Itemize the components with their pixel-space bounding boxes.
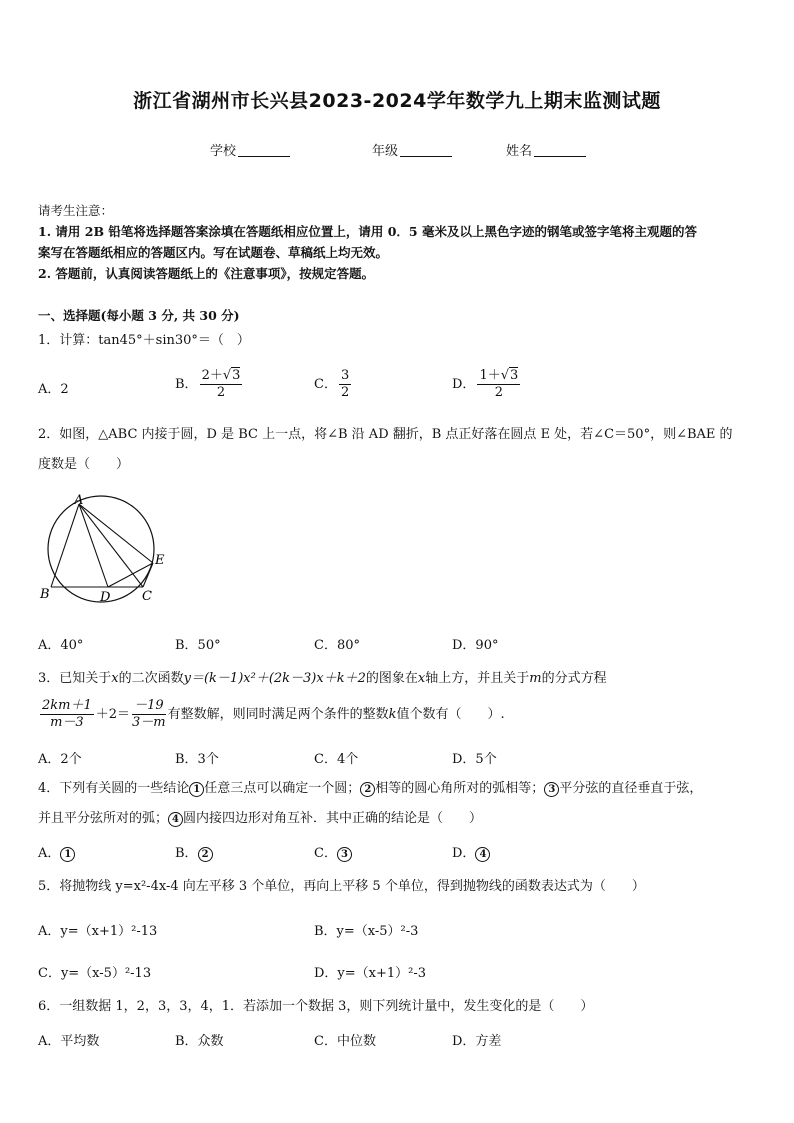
- q6-option-c: C．中位数: [314, 1034, 376, 1049]
- page-title: 浙江省湖州市长兴县2023-2024学年数学九上期末监测试题: [133, 90, 661, 112]
- grade-label: 年级: [372, 144, 399, 159]
- q5-option-d: D．y=（x+1）²-3: [314, 966, 427, 981]
- q3-option-b: B．3个: [175, 752, 219, 767]
- q4-option-b: B． 2: [175, 842, 213, 862]
- school-field: [210, 140, 290, 159]
- segment-de: [108, 563, 153, 587]
- section-heading: 一、选择题(每小题 3 分, 共 30 分): [38, 308, 240, 323]
- segment-ad: [79, 504, 108, 587]
- question-1-stem: 1．计算：tan45°＋sin30°＝（ ）: [38, 333, 250, 348]
- notice-line-2: 2. 答题前，认真阅读答题纸上的《注意事项》，按规定答题。: [38, 266, 375, 281]
- question-5-stem: 5．将抛物线 y=x²-4x-4 向左平移 3 个单位，再向上平移 5 个单位，得到抛物线的函数表达式为（ ）: [38, 879, 645, 894]
- q3-option-d: D．5个: [452, 752, 497, 767]
- label-e: E: [155, 553, 165, 568]
- q4-stem-line-2: 并且平分弦所对的弧； 4 圆内接四边形对角互补．其中正确的结论是（ ）: [38, 811, 483, 826]
- q2-circle-figure: [34, 494, 174, 606]
- q4-option-d: D． 4: [452, 842, 490, 862]
- q3-option-a: A．2个: [38, 752, 82, 767]
- question-3-stem-line-2: $\frac{2km+1}{m-3}$ ＋2＝ $\frac{-19}{3-m}$ 有整数解，则同时满足两个条件的整数k值个数有（ ）.: [42, 698, 505, 730]
- label-a: A: [74, 494, 84, 508]
- segment-ae: [79, 504, 153, 563]
- q1-option-c: C． $\frac{3}{2}$: [314, 368, 350, 400]
- grade-blank: [400, 144, 452, 157]
- name-label: 姓名: [506, 144, 533, 159]
- q1-option-d-fraction: $\frac{1+√3}{2}$: [479, 368, 519, 400]
- segment-ce: [143, 563, 153, 587]
- q2-option-c: C．80°: [314, 638, 360, 653]
- segment-ab: [51, 504, 79, 587]
- q6-option-a: A．平均数: [38, 1034, 100, 1049]
- name-field: [506, 140, 586, 159]
- q1-option-a: A．2: [38, 382, 69, 397]
- q6-option-d: D．方差: [452, 1034, 502, 1049]
- label-c: C: [142, 589, 152, 604]
- question-6-stem: 6．一组数据 1，2，3，3，4，1．若添加一个数据 3，则下列统计量中，发生变化的是（ ）: [38, 999, 594, 1014]
- q4-option-c: C． 3: [314, 842, 352, 862]
- notice-line-1b: 案写在答题纸相应的答题区内。写在试题卷、草稿纸上均无效。: [38, 245, 389, 260]
- q3-option-c: C．4个: [314, 752, 359, 767]
- notice-heading: 请考生注意：: [38, 203, 114, 218]
- label-d: D: [100, 590, 111, 605]
- q4-stem-line-1: 4．下列有关圆的一些结论 1 任意三点可以确定一个圆； 2 相等的圆心角所对的弧相等； 3 平分弦的直径垂直于弦，: [38, 781, 703, 796]
- q1-option-b: B． $\frac{2+√3}{2}$: [175, 368, 241, 400]
- question-3-stem-line-1: 3．已知关于x的二次函数y＝(k－1)x²＋(2k－3)x＋k＋2的图象在x轴上方，并且关于m的分式方程: [38, 671, 607, 686]
- q1-option-c-fraction: $\frac{3}{2}$: [340, 368, 350, 400]
- name-blank: [534, 144, 586, 157]
- grade-field: [372, 140, 452, 159]
- q5-option-a: A．y=（x+1）²-13: [38, 924, 158, 939]
- q5-option-c: C．y=（x-5）²-13: [38, 966, 152, 981]
- notice-block: [38, 200, 762, 284]
- q3-fraction-2: $\frac{-19}{3-m}$: [132, 698, 166, 730]
- q3-function: y＝(k－1)x²＋(2k－3)x＋k＋2: [183, 671, 366, 686]
- question-2-stem: [38, 424, 762, 476]
- segment-ac: [79, 504, 143, 587]
- q2-stem-line-2: 度数是（ ）: [38, 457, 130, 472]
- q1-option-d: D． $\frac{1+√3}{2}$: [452, 368, 519, 400]
- q4-option-a: A． 1: [38, 842, 75, 862]
- school-label: 学校: [210, 144, 237, 159]
- q6-option-b: B．众数: [175, 1034, 224, 1049]
- q2-option-a: A．40°: [38, 638, 84, 653]
- q5-option-b: B．y=（x-5）²-3: [314, 924, 419, 939]
- school-blank: [238, 144, 290, 157]
- q2-stem-line-1: 2．如图，△ABC 内接于圆，D 是 BC 上一点，将∠B 沿 AD 翻折，B 点正好落在圆点 E 处，若∠C＝50°，则∠BAE 的: [38, 427, 733, 442]
- label-b: B: [40, 587, 50, 602]
- q3-fraction-1: $\frac{2km+1}{m-3}$: [42, 698, 92, 730]
- q2-option-d: D．90°: [452, 638, 499, 653]
- question-4-stem: [38, 778, 762, 830]
- q1-option-b-fraction: $\frac{2+√3}{2}$: [201, 368, 241, 400]
- notice-line-1a: 1. 请用 2B 铅笔将选择题答案涂填在答题纸相应位置上，请用 0．5 毫米及以上黑色字迹的钢笔或签字笔将主观题的答: [38, 224, 697, 239]
- q2-option-b: B．50°: [175, 638, 221, 653]
